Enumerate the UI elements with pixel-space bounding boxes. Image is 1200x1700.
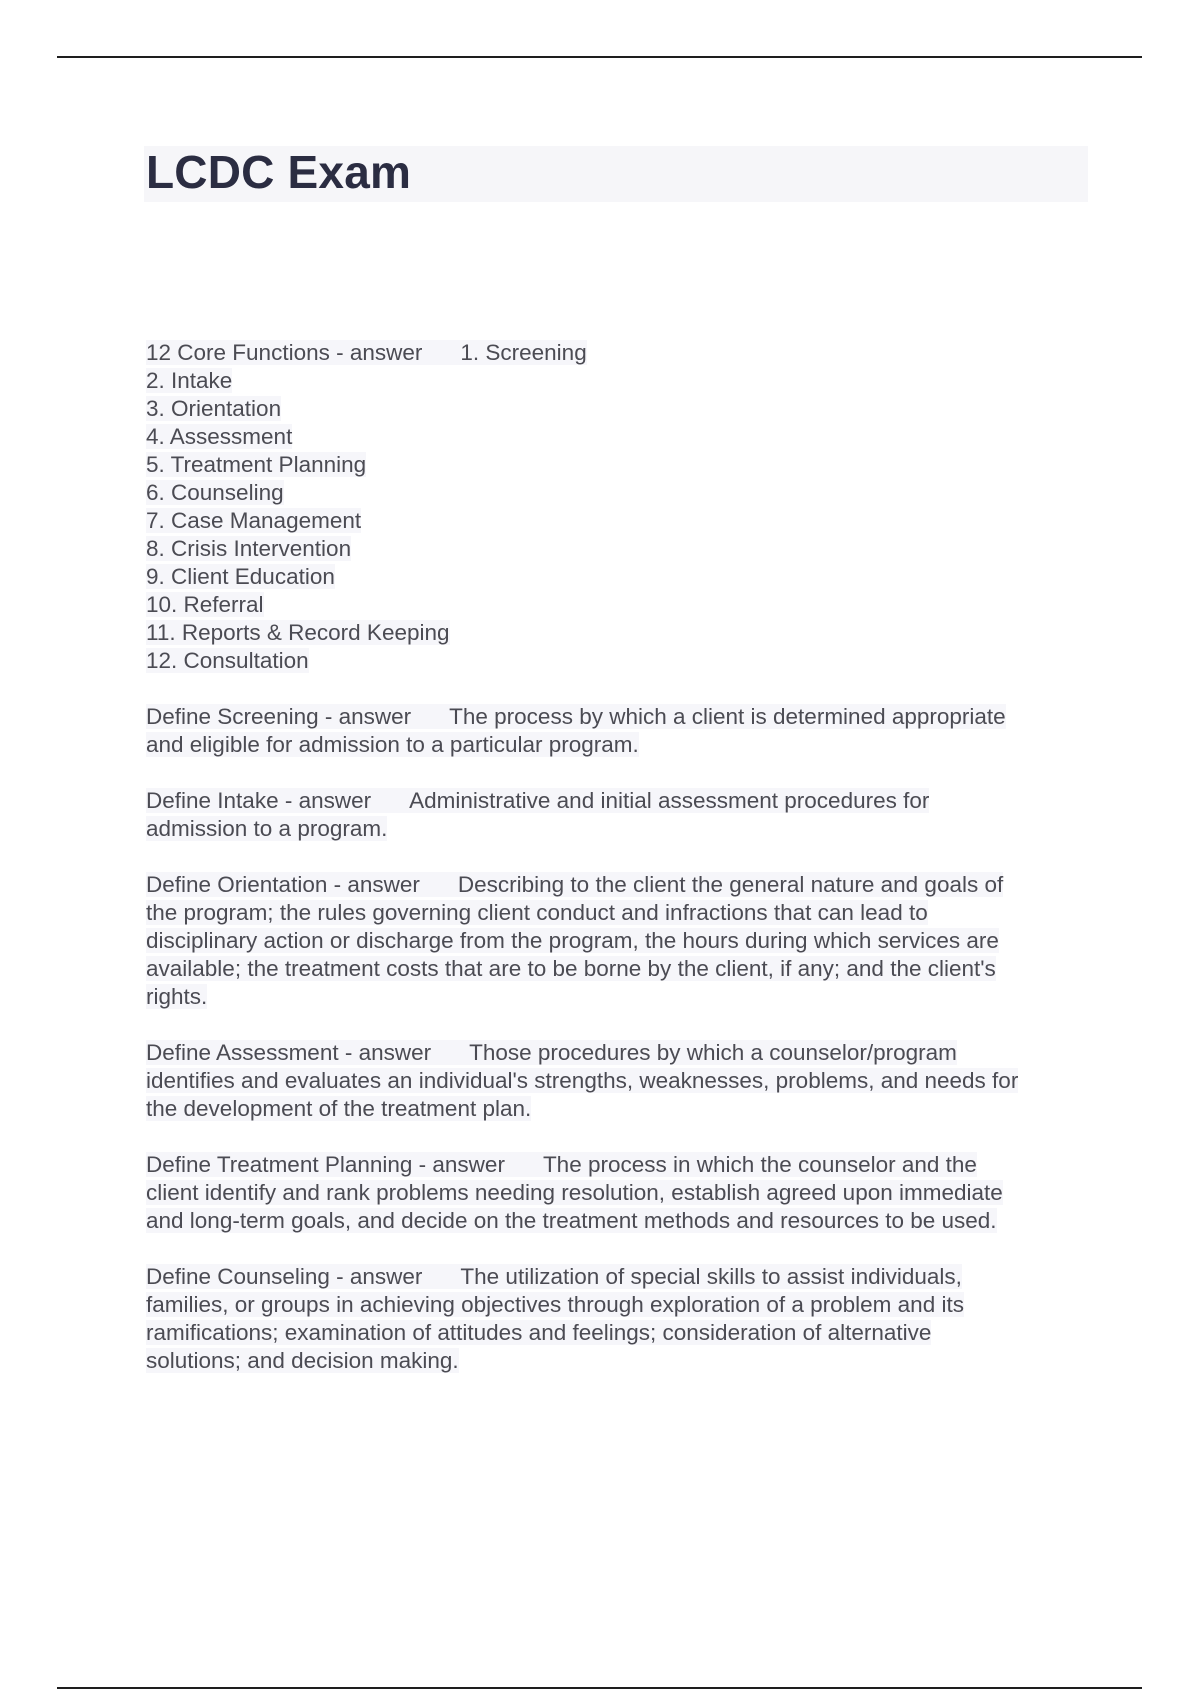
flashcard-entry	[146, 787, 1096, 843]
entry-line	[146, 731, 1096, 759]
list-item: 9. Client Education	[146, 564, 335, 589]
header-rule	[57, 56, 1142, 58]
list-item: 7. Case Management	[146, 508, 362, 533]
entry-answer-line: available; the treatment costs that are to be borne by the client, if any; and the client's	[146, 956, 996, 981]
entry-answer-line: The process by which a client is determined appropriate	[449, 704, 1006, 729]
entry-line	[146, 899, 1096, 927]
flashcard-entry	[146, 1263, 1096, 1375]
entry-line	[146, 955, 1096, 983]
list-item: 6. Counseling	[146, 480, 284, 505]
entry-line	[146, 927, 1096, 955]
entry-line	[146, 1347, 1096, 1375]
entry-first-line	[146, 339, 1096, 367]
list-item: 10. Referral	[146, 592, 264, 617]
entry-line	[146, 815, 1096, 843]
entry-first-line	[146, 871, 1096, 899]
entry-answer-line: the development of the treatment plan.	[146, 1096, 532, 1121]
entry-first-line	[146, 1263, 1096, 1291]
entry-line	[146, 1067, 1096, 1095]
list-item: 8. Crisis Intervention	[146, 536, 352, 561]
entry-term: Define Intake - answer	[146, 788, 372, 813]
entry-line	[146, 479, 1096, 507]
flashcard-list	[146, 339, 1096, 1403]
entry-line	[146, 1207, 1096, 1235]
list-item: 2. Intake	[146, 368, 233, 393]
entry-term: Define Orientation - answer	[146, 872, 420, 897]
entry-answer-line: Those procedures by which a counselor/program	[469, 1040, 957, 1065]
entry-first-line	[146, 787, 1096, 815]
entry-line	[146, 983, 1096, 1011]
flashcard-entry	[146, 339, 1096, 675]
entry-answer-line: 1. Screening	[460, 340, 587, 365]
entry-answer-line: The utilization of special skills to assist individuals,	[460, 1264, 962, 1289]
entry-line	[146, 395, 1096, 423]
entry-line	[146, 563, 1096, 591]
entry-line	[146, 647, 1096, 675]
entry-answer-line: Administrative and initial assessment procedures for	[409, 788, 930, 813]
entry-term: 12 Core Functions - answer	[146, 340, 423, 365]
entry-line	[146, 1291, 1096, 1319]
entry-term: Define Counseling - answer	[146, 1264, 423, 1289]
list-item: 4. Assessment	[146, 424, 293, 449]
list-item: 5. Treatment Planning	[146, 452, 367, 477]
entry-line	[146, 1095, 1096, 1123]
entry-first-line	[146, 1039, 1096, 1067]
flashcard-entry	[146, 703, 1096, 759]
entry-term: Define Assessment - answer	[146, 1040, 432, 1065]
entry-line	[146, 591, 1096, 619]
entry-line	[146, 423, 1096, 451]
list-item: 12. Consultation	[146, 648, 309, 673]
entry-line	[146, 507, 1096, 535]
entry-line	[146, 1319, 1096, 1347]
entry-answer-line: admission to a program.	[146, 816, 388, 841]
entry-answer-line: solutions; and decision making.	[146, 1348, 459, 1373]
entry-answer-line: disciplinary action or discharge from the program, the hours during which services are	[146, 928, 999, 953]
entry-answer-line: and long-term goals, and decide on the treatment methods and resources to be used.	[146, 1208, 997, 1233]
entry-first-line	[146, 1151, 1096, 1179]
entry-answer-line: ramifications; examination of attitudes and feelings; consideration of alternative	[146, 1320, 932, 1345]
flashcard-entry	[146, 1039, 1096, 1123]
entry-line	[146, 367, 1096, 395]
entry-answer-line: The process in which the counselor and the	[542, 1152, 977, 1177]
entry-answer-line: families, or groups in achieving objectives through exploration of a problem and its	[146, 1292, 964, 1317]
entry-answer-line: and eligible for admission to a particular program.	[146, 732, 639, 757]
entry-first-line	[146, 703, 1096, 731]
list-item: 3. Orientation	[146, 396, 282, 421]
entry-answer-line: client identify and rank problems needing resolution, establish agreed upon immediate	[146, 1180, 1003, 1205]
list-item: 11. Reports & Record Keeping	[146, 620, 450, 645]
entry-line	[146, 1179, 1096, 1207]
entry-line	[146, 451, 1096, 479]
footer-rule	[57, 1687, 1142, 1689]
flashcard-entry	[146, 871, 1096, 1011]
entry-answer-line: rights.	[146, 984, 208, 1009]
entry-answer-line: identifies and evaluates an individual's strengths, weaknesses, problems, and needs for	[146, 1068, 1019, 1093]
entry-answer-line: the program; the rules governing client conduct and infractions that can lead to	[146, 900, 928, 925]
entry-term: Define Screening - answer	[146, 704, 412, 729]
entry-term: Define Treatment Planning - answer	[146, 1152, 505, 1177]
entry-line	[146, 535, 1096, 563]
flashcard-entry	[146, 1151, 1096, 1235]
entry-line	[146, 619, 1096, 647]
document-title: LCDC Exam	[146, 146, 412, 198]
entry-answer-line: Describing to the client the general nature and goals of	[457, 872, 1004, 897]
